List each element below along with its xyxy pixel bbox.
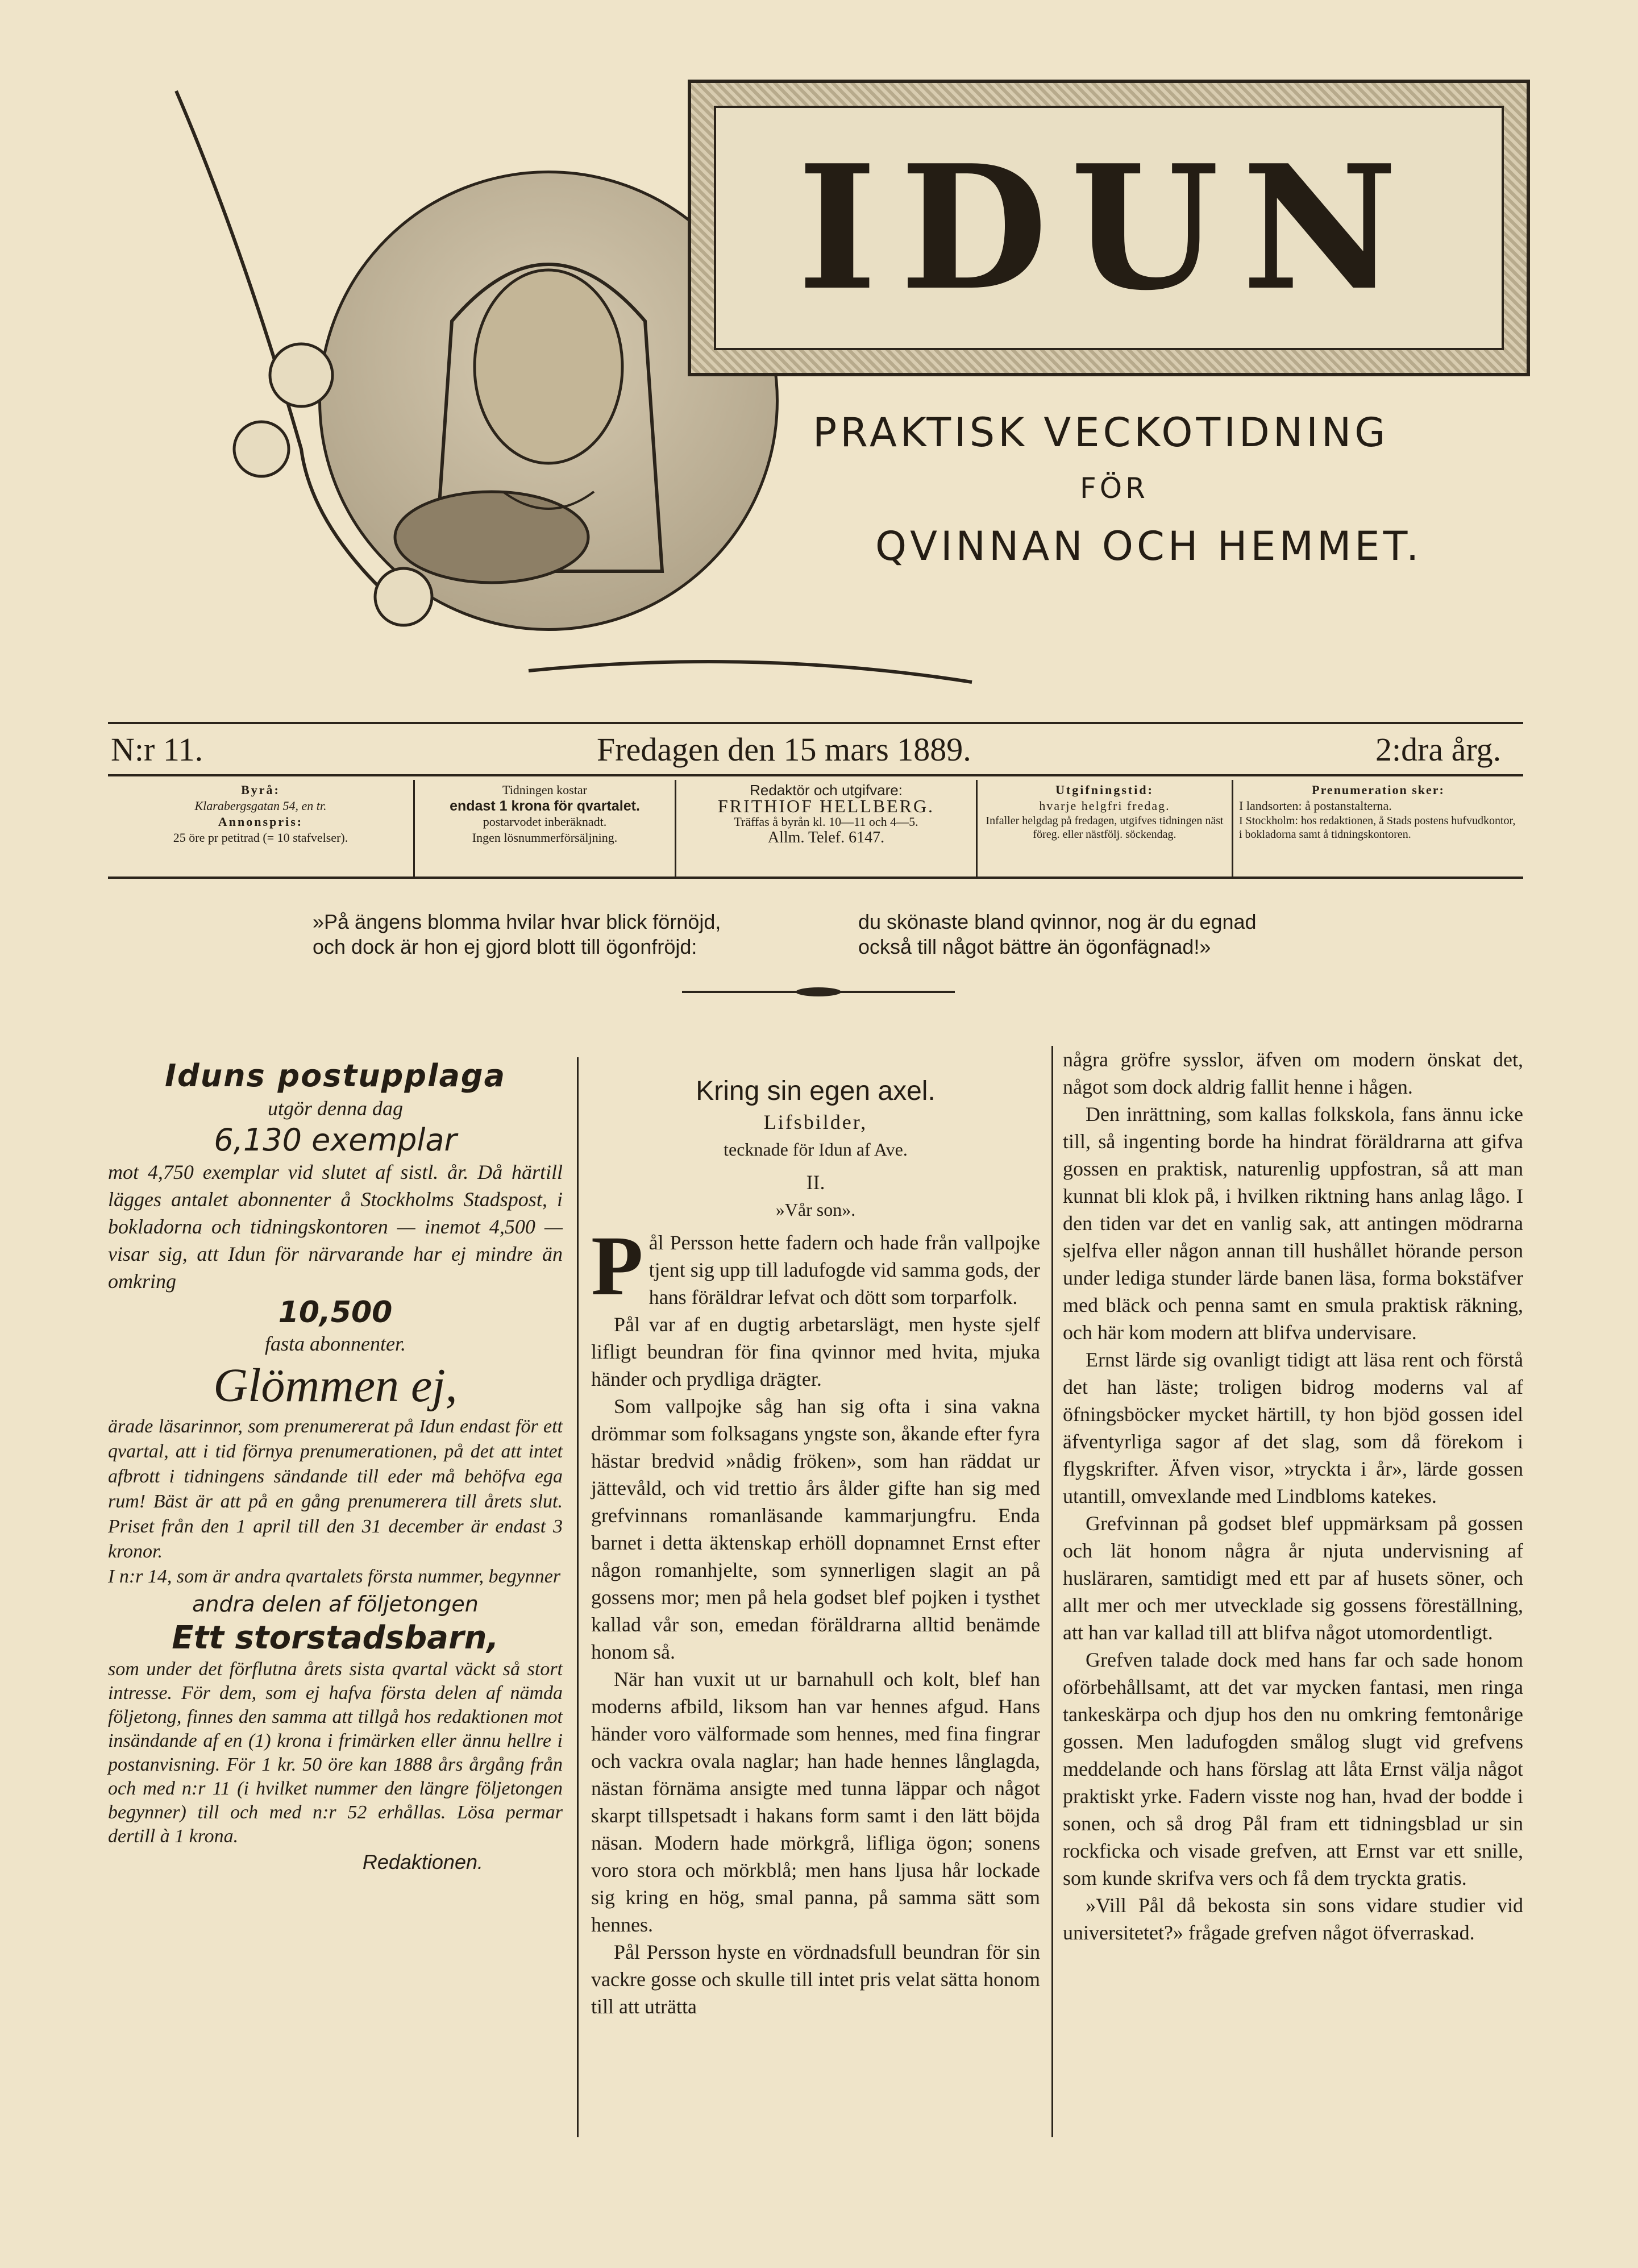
tagline-1: PRAKTISK VECKOTIDNING	[813, 409, 1389, 456]
story-para-11: »Vill Pål då bekosta sin sons vidare studier vid universitetet?» frågade grefven något öfverraskad.	[1063, 1894, 1523, 1944]
info-boxes	[108, 780, 1523, 877]
circulation-heading: Iduns postupplaga	[164, 1058, 506, 1094]
serial-heading: andra delen af följetongen	[192, 1592, 479, 1617]
epigraph-left	[313, 909, 721, 959]
story-para-8: Ernst lärde sig ovanligt tidigt att läsa rent och förstå det han läste; troligen bidrog moderns val af öfningsböcker mycket härtill, ty hon bjöd gossen idel äfventyrliga sagor af det slag, som då förekom i flygskrifter. Äfven visor, »tryckta i år», lärde gossen utantill, omvexlande med Lindbloms katekes.	[1063, 1348, 1523, 1507]
signature: Redaktionen.	[362, 1850, 483, 1874]
office-address: Klarabergsgatan 54, en tr.	[194, 799, 327, 813]
cost-line-3: postarvodet inberäknadt.	[483, 815, 607, 829]
rule-top	[108, 722, 1523, 724]
story-subtitle: Lifsbilder,	[763, 1111, 868, 1133]
epigraph-line-1: »På ängens blomma hvilar hvar blick förnöjd,	[313, 910, 721, 933]
info-subscription	[1233, 780, 1523, 877]
story-para-3: Som vallpojke såg han sig ofta i sina vakna drömmar som folksagans yngste son, åkande efter fyra hästar bredvid »nådig fröken», som han räddat ur jättevåld, och vid trettio års ålder gifte han sig med grefvinnans romanläsande kammarjungfru. Enda barnet i detta äktenskap erhöll dopnamnet Ernst efter någon romanhjelte, som synnerligen slagit an på gossens mor; men på hela godset blef pojken i tysthet kallad vår son, emedan föräldrarna alltid benämde honom så.	[591, 1395, 1040, 1663]
story-byline: tecknade för Idun af Ave.	[724, 1139, 908, 1160]
column-2	[591, 1074, 1040, 2020]
info-editor	[676, 780, 978, 877]
volume-year: 2:dra årg.	[1375, 731, 1502, 768]
masthead-logo: IDUN	[797, 127, 1421, 328]
subscription-line-1: I landsorten: å postanstalterna.	[1239, 799, 1392, 813]
masthead-logo-frame	[688, 80, 1530, 376]
editor-hours: Träffas å byrån kl. 10—11 och 4—5.	[734, 815, 918, 829]
circulation-figure: 6,130 exemplar	[214, 1122, 457, 1158]
story-para-10: Grefven talade dock med hans far och sade honom oförbehållsamt, att det var mycken fantasi, men ringa tankeskärpa och djup hos den nu omkring femtonårige gossen. Men ladufogden smålog slugt vid grefvens meddelande och hans förslag att låta Ernst välja något praktiskt yrke. Fadern visste nog han, hvad der bodde i sonen, och så drog Pål fram ett tidningsblad ur sin rockficka och visade grefven, att Ernst var ett snille, som kunde skrifva vers och få dem tryckta gratis.	[1063, 1648, 1523, 1889]
epigraph-line-4: också till något bättre än ögonfägnad!»	[858, 935, 1211, 958]
editor-name: FRITHIOF HELLBERG.	[717, 796, 935, 816]
ad-price-title: Annonspris:	[218, 815, 304, 829]
story-para-6: några gröfre sysslor, äfven om modern önskat det, något som dock aldrig fallit henne i hågen.	[1063, 1048, 1523, 1098]
circulation-sub: utgör denna dag	[268, 1097, 403, 1120]
epigraph-line-3: du skönaste bland qvinnor, nog är du egnad	[858, 910, 1257, 933]
drop-cap: P	[591, 1219, 643, 1313]
story-para-2: Pål var af en dugtig arbetarslägt, men hyste sjelf lifligt beundran för fina qvinnor med hvita, mjuka händer och prydliga drägter.	[591, 1313, 1040, 1390]
story-chapter: »Vår son».	[775, 1199, 856, 1220]
subscriber-figure: 10,500	[278, 1295, 393, 1330]
subscriber-label: fasta abonnenter.	[265, 1332, 406, 1355]
column-3	[1063, 1046, 1523, 1946]
serial-intro: I n:r 14, som är andra qvartalets första nummer, begynner	[108, 1566, 561, 1587]
editor-title: Redaktör och utgifvare:	[750, 782, 903, 799]
issue-number: N:r 11.	[111, 731, 203, 768]
info-issue	[978, 780, 1233, 877]
circulation-text: mot 4,750 exemplar vid slutet af sistl. år. Då härtill lägges antalet abonnenter å Stockholms Stadspost, i bokladorna och tidningskontoren — inemot 4,500 — visar sig, att Idun för närvarande har ej mindre än omkring	[108, 1161, 563, 1293]
story-part: II.	[806, 1171, 825, 1194]
epigraph-line-2: och dock är hon ej gjord blott till ögonfröjd:	[313, 935, 697, 958]
info-cost	[415, 780, 676, 877]
subscription-title: Prenumeration sker:	[1312, 783, 1445, 797]
rule-info-bottom	[108, 877, 1523, 879]
column-rule-2	[1051, 1046, 1053, 2137]
story-para-4: När han vuxit ut ur barnahull och kolt, blef han moderns afbild, liksom han var hennes afgud. Hans händer voro välformade som hennes, med fina fingrar och vackra ovala naglar; han hade hennes långlagda, nästan förnäma ansigte med tunna läppar och något skarpt tillspetsadt i hakans form samt i den lätt böjda näsan. Modern hade mörkgrå, lifliga ögon; sonens voro stora och mörkblå; men hans ljusa hår lockade sig kring en hög, smal panna, på samma sätt som hennes.	[591, 1668, 1040, 1936]
rule-dateline	[108, 774, 1523, 776]
cost-line-4: Ingen lösnummerförsäljning.	[472, 830, 618, 845]
ornament-divider	[676, 983, 961, 1000]
issue-line-2: Infaller helgdag på fredagen, utgifves tidningen näst föreg. eller nästfölj. söckendag.	[986, 815, 1224, 841]
story-para-1: ål Persson hette fadern och hade från vallpojke tjent sig upp till ladufogde vid samma gods, der hans föräldrar lefvat och dött som torparfolk.	[648, 1231, 1040, 1309]
story-para-5: Pål Persson hyste en vördnadsfull beundran för sin vackre gosse och skulle till intet pris velat sätta honom till att uträtta	[591, 1941, 1040, 2018]
issue-title: Utgifningstid:	[1055, 783, 1154, 797]
tagline-3: QVINNAN OCH HEMMET.	[875, 523, 1423, 570]
story-title: Kring sin egen axel.	[696, 1076, 936, 1106]
reminder-heading: Glömmen ej,	[213, 1359, 458, 1412]
serial-text: som under det förflutna årets sista qvartal väckt så stort intresse. För dem, som ej hafva första delen af nämda följetong, finnes den samma att tillgå hos redaktionen mot insändande af en (1) krona i frimärken eller ännu hellre i postanvisning. För 1 kr. 50 öre kan 1888 års årgång från och med n:r 11 (i hvilket nummer den längre följetongen begynner) till och med n:r 52 erhållas. Lösa permar dertill à 1 krona.	[108, 1659, 563, 1847]
reminder-text: ärade läsarinnor, som prenumererat på Idun endast för ett qvartal, att i tid förnya prenumerationen, på det att intet afbrott i tidningens sändande till eder må behöfva ega rum! Bäst är att på en gång prenumerera till årets slut. Priset från den 1 april till den 31 december är endast 3 kronor.	[108, 1416, 563, 1562]
tagline-2: FÖR	[1080, 472, 1149, 505]
cost-line-1: Tidningen kostar	[502, 783, 587, 797]
column-rule-1	[577, 1057, 579, 2137]
office-title: Byrå:	[241, 783, 280, 797]
editor-phone: Allm. Telef. 6147.	[767, 829, 885, 846]
epigraph-right	[858, 909, 1257, 959]
issue-line-1: hvarje helgfri fredag.	[1039, 799, 1170, 813]
subscription-line-2: I Stockholm: hos redaktionen, å Stads postens hufvudkontor, i bokladorna samt å tidningskontoren.	[1239, 815, 1516, 841]
cost-line-2: endast 1 krona för qvartalet.	[450, 798, 640, 814]
info-office	[108, 780, 415, 877]
story-para-9: Grefvinnan på godset blef uppmärksam på gossen och lät honom några år njuta undervisning af husläraren, samtidigt med ett par af husets söner, och allt mer och mer utvecklade sig gossens föreställning, att han var kallad till att blifva något utomordentligt.	[1063, 1512, 1523, 1644]
issue-date: Fredagen den 15 mars 1889.	[597, 731, 971, 768]
ad-price: 25 öre pr petitrad (= 10 stafvelser).	[173, 830, 348, 845]
story-para-7: Den inrättning, som kallas folkskola, fans ännu icke till, så ingenting borde ha hindrat föräldrarna att gifva gossen en praktisk, naturenlig uppfostran, så att man kunnat bli klok på, i hvilken riktning hans anlag lågo. I den tiden var det en vanlig sak, att antingen mödrarna sjelfva eller någon annan till hushållet hörande person under lediga stunder lärde banen läsa, forma bokstäfver med bläck och penna samt en smula praktisk räkning, och här kom modern att blifva undervisare.	[1063, 1103, 1523, 1344]
serial-title: Ett storstadsbarn,	[172, 1619, 499, 1656]
column-1	[108, 1057, 563, 1876]
